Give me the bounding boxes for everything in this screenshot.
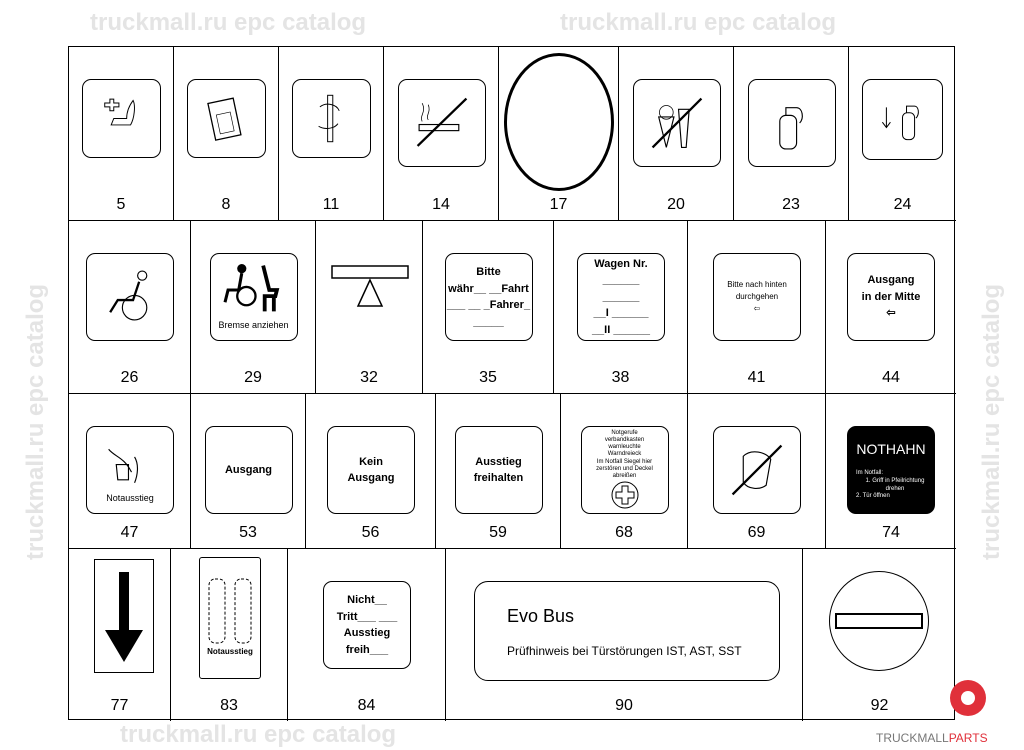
sign-text: Notausstieg [106, 493, 154, 504]
no-food-icon-graphic [640, 94, 714, 152]
no-smoking-icon [398, 79, 486, 167]
item-number: 53 [239, 524, 257, 541]
item-number: 23 [782, 196, 800, 213]
item-number: 14 [432, 196, 450, 213]
fire-extinguisher-icon [748, 79, 836, 167]
cell-5 [69, 47, 174, 221]
wheelchair-brake-icon-graphic [217, 261, 291, 319]
sign-text: 1. Griff in Pfeilrichtung drehen [865, 477, 925, 492]
cell-59 [436, 394, 561, 549]
item-number: 24 [893, 196, 912, 213]
sign-text: Nicht__ [347, 594, 387, 606]
first-aid-seat-icon-graphic [89, 94, 154, 143]
no-entry-icon [829, 571, 929, 671]
sign-text: freih___ [345, 643, 389, 656]
sign-text: Im Notfall: [856, 469, 884, 476]
watermark: truckmall.ru epc catalog [90, 9, 367, 36]
item-number: 56 [361, 524, 380, 541]
cell-26 [69, 221, 191, 394]
cell-77 [69, 549, 171, 721]
sign-text: ______ [602, 274, 640, 287]
sign-text: zerstören und Deckel [596, 465, 653, 472]
text-sign [577, 253, 665, 341]
sign-text: NOTHAHN [856, 440, 926, 457]
cell-38 [554, 221, 688, 394]
emergency-exit-window-icon [199, 557, 261, 679]
no-hand-icon [713, 426, 801, 514]
cell-84 [288, 549, 446, 721]
item-number: 11 [322, 196, 340, 213]
cell-35 [423, 221, 554, 394]
text-sign [713, 253, 801, 341]
cell-68 [561, 394, 688, 549]
sign-text: Bremse anziehen [218, 320, 289, 331]
cell-14 [384, 47, 499, 221]
sign-text: Kein [359, 455, 383, 468]
sign-text: Ausgang [867, 274, 915, 287]
sign-text: Ausstieg [343, 627, 391, 639]
item-number: 90 [615, 697, 633, 714]
item-number: 17 [549, 196, 568, 213]
fire-extinguisher-down-icon-graphic [869, 94, 936, 145]
sign-text: freihalten [473, 472, 524, 484]
item-number: 8 [221, 196, 231, 213]
cell-83 [171, 549, 288, 721]
sign-text: Im Notfall Siegel hier [596, 458, 653, 465]
first-aid-seat-icon [82, 79, 161, 158]
first-aid-kit-icon [581, 426, 669, 514]
sign-text: Tritt___ ___ [336, 610, 398, 623]
item-number: 44 [882, 369, 900, 386]
window-outline-graphic [206, 576, 254, 646]
wheelchair-brake-icon [210, 253, 298, 341]
sign-text: abreißen [612, 472, 637, 479]
item-number: 5 [116, 196, 126, 213]
sign-text: Notgerufe [611, 429, 638, 436]
emergency-exit-icon-graphic [93, 434, 167, 492]
truckmallparts-logo [868, 668, 1018, 748]
no-hand-icon-graphic [720, 441, 794, 499]
watermark: truckmall.ru epc catalog [120, 721, 397, 748]
parts-diagram-grid [68, 46, 955, 720]
fire-extinguisher-down-icon [862, 79, 943, 160]
wheelchair-icon [86, 253, 174, 341]
sign-text: warnleuchte [608, 444, 641, 451]
item-number: 68 [615, 524, 633, 541]
emergency-hammer-box-icon [187, 79, 266, 158]
cell-53 [191, 394, 306, 549]
sign-text: __I ______ [593, 307, 649, 320]
fire-extinguisher-icon-graphic [755, 94, 829, 152]
cell-8 [174, 47, 279, 221]
sign-text: in der Mitte [861, 290, 921, 303]
cell-90 [446, 549, 803, 721]
item-number: 84 [357, 697, 376, 714]
cell-11 [279, 47, 384, 221]
text-sign [455, 426, 543, 514]
item-number: 69 [747, 524, 766, 541]
hold-handrail-icon [292, 79, 371, 158]
watermark: truckmall.ru epc catalog [560, 9, 837, 36]
evobus-plate [474, 581, 780, 681]
text-sign [323, 581, 411, 669]
sign-text: Ausgang [347, 472, 395, 484]
cell-56 [306, 394, 436, 549]
item-number: 20 [667, 196, 685, 213]
arrow-down-icon [94, 559, 154, 673]
sign-text: Wagen Nr. [594, 257, 648, 270]
emergency-hammer-box-icon-graphic [194, 94, 259, 143]
item-number: 29 [244, 369, 262, 386]
sign-text: __II ______ [591, 323, 651, 336]
item-number: 41 [747, 369, 766, 386]
sign-text: ⇦ [886, 307, 896, 320]
cell-20 [619, 47, 734, 221]
sign-text: Bitte nach hinten [727, 280, 787, 289]
arrow-down-graphic [99, 566, 149, 666]
sign-text: verbandkasten [604, 437, 645, 444]
item-number: 32 [360, 369, 378, 386]
no-smoking-icon-graphic [405, 94, 479, 152]
cell-44 [826, 221, 956, 394]
sign-text: währ__ __Fahrt [448, 282, 529, 295]
no-entry-bar [835, 613, 923, 629]
item-number: 38 [611, 369, 630, 386]
cell-32 [316, 221, 423, 394]
item-number: 83 [220, 697, 238, 714]
cell-47 [69, 394, 191, 549]
text-sign [327, 426, 415, 514]
sign-text: _____ [473, 315, 504, 328]
cell-74 [826, 394, 956, 549]
item-number: 59 [489, 524, 507, 541]
sign-text: Bitte [476, 266, 501, 278]
sign-text: Notausstieg [207, 647, 253, 656]
emergency-exit-icon [86, 426, 174, 514]
text-sign [205, 426, 293, 514]
text-sign [847, 253, 935, 341]
sign-text: ⇦ [753, 304, 761, 313]
item-number: 35 [479, 369, 497, 386]
sign-text: Ausstieg [475, 455, 522, 468]
item-number: 77 [110, 697, 129, 714]
sign-text: Evo Bus [507, 605, 575, 626]
watermark: truckmall.ru epc catalog [978, 283, 1005, 560]
cell-69 [688, 394, 826, 549]
item-number: 47 [120, 524, 139, 541]
wheelchair-icon-graphic [93, 268, 167, 326]
cell-41 [688, 221, 826, 394]
first-aid-cross-icon [610, 480, 640, 510]
item-number: 92 [870, 697, 889, 714]
cell-24 [849, 47, 956, 221]
cell-23 [734, 47, 849, 221]
svg-text:TRUCKMALLPARTS: TRUCKMALLPARTS [876, 731, 988, 745]
sign-text: ___ __ _Fahrer_ [446, 299, 531, 311]
sign-text: ______ [602, 290, 640, 303]
watermark: truckmall.ru epc catalog [22, 283, 49, 560]
no-food-icon [633, 79, 721, 167]
oval-sticker-icon [504, 53, 614, 191]
sign-text: durchgehen [735, 292, 779, 301]
sign-text: Warndreieck [607, 451, 642, 458]
emergency-valve-sign [847, 426, 935, 514]
seesaw-graphic [330, 264, 410, 324]
cell-17 [499, 47, 619, 221]
sign-text: 2. Tür öffnen [856, 493, 890, 500]
sign-text: Prüfhinweis bei Türstörungen IST, AST, SST [507, 643, 742, 658]
seesaw-icon [329, 253, 410, 334]
item-number: 74 [882, 524, 900, 541]
text-sign [445, 253, 533, 341]
sign-text: Ausgang [224, 463, 273, 476]
hold-handrail-icon-graphic [299, 94, 364, 143]
cell-29 [191, 221, 316, 394]
item-number: 26 [120, 369, 139, 386]
